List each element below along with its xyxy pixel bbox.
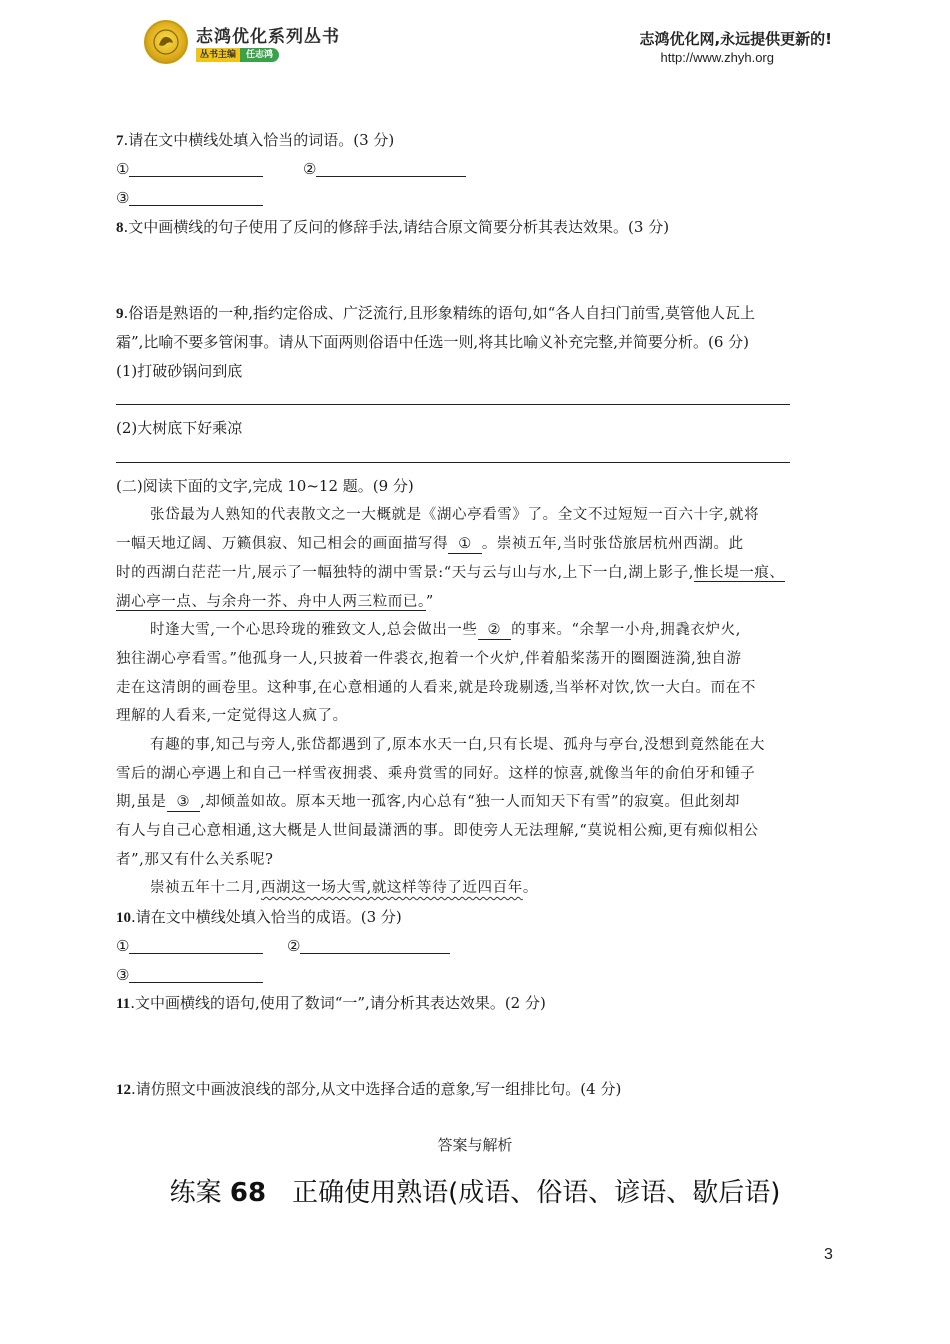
question-text: .俗语是熟语的一种,指约定俗成、广泛流行,且形象精练的语句,如“各人自扫门前雪,莫管他人瓦上: [123, 304, 756, 322]
passage-line: [116, 592, 434, 612]
passage-line: 张岱最为人熟知的代表散文之一大概就是《湖心亭看雪》了。全文不过短短一百六十字,就将: [150, 507, 760, 523]
passage-text: 时的西湖白茫茫一片,展示了一幅独特的湖中雪景:“天与云与山与水,上下一白,湖上影子,: [116, 565, 694, 581]
answer-section-label: 答案与解析: [437, 1136, 513, 1154]
practice-number: 68: [229, 1178, 267, 1208]
passage-line: 理解的人看来,一定觉得这人疯了。: [116, 708, 348, 724]
passage-text: 的事来。“余挈一小舟,拥毳衣炉火,: [511, 622, 741, 638]
passage-text: ,却倾盖如故。原本天地一孤客,内心总有“独一人而知天下有雪”的寂寞。但此刻却: [200, 794, 740, 810]
question-text-continued: 霜”,比喻不要多管闲事。请从下面两则俗语中任选一则,将其比喻义补充完整,并简要分析。(6 分): [116, 333, 749, 351]
section-heading: (二)阅读下面的文字,完成 10~12 题。(9 分): [116, 477, 414, 495]
answer-blank[interactable]: [316, 160, 466, 177]
editor-name: 任志鸿: [240, 48, 279, 62]
answer-blanks-row: [116, 159, 466, 179]
answer-line[interactable]: [116, 404, 790, 405]
question-11: [116, 993, 546, 1014]
passage-line: 有人与自己心意相通,这大概是人世间最潇洒的事。即使旁人无法理解,“莫说相公痴,更有痴似相公: [116, 823, 759, 839]
practice-title-text: 正确使用熟语(成语、俗语、谚语、歇后语): [266, 1178, 781, 1208]
question-number: 9: [116, 306, 124, 322]
answer-blank[interactable]: [129, 966, 263, 983]
question-text: .请仿照文中画波浪线的部分,从文中选择合适的意象,写一组排比句。(4 分): [131, 1080, 622, 1098]
passage-line: 雪后的湖心亭遇上和自己一样雪夜拥裘、乘舟赏雪的同好。这样的惊喜,就像当年的俞伯牙和锺子: [116, 766, 756, 782]
answer-blanks-row: [116, 965, 263, 985]
editor-label: 丛书主编: [196, 48, 240, 62]
answer-blank[interactable]: [300, 937, 450, 954]
passage-text: 期,虽是: [116, 794, 167, 810]
practice-prefix: 练案: [169, 1178, 230, 1208]
blank-marker: ①: [116, 160, 130, 178]
question-number: 8: [116, 220, 124, 236]
question-8: [116, 217, 669, 238]
blank-marker: ①: [116, 937, 130, 955]
site-slogan: 志鸿优化网,永远提供更新的!: [639, 30, 832, 48]
series-title: 志鸿优化系列丛书: [196, 27, 340, 47]
page-header: [0, 0, 950, 80]
answer-blank[interactable]: [129, 937, 263, 954]
answer-blanks-row: [116, 188, 263, 208]
question-number: 7: [116, 133, 124, 149]
question-number: 11: [116, 996, 131, 1012]
passage-line: [150, 878, 538, 898]
answer-line[interactable]: [116, 462, 790, 463]
blank-marker: ②: [303, 160, 317, 178]
answer-blank[interactable]: [129, 160, 263, 177]
proverb-item-1: (1)打破砂锅问到底: [116, 362, 243, 380]
passage-line: 走在这清朗的画卷里。这种事,在心意相通的人看来,就是玲珑剔透,当举杯对饮,饮一大白。而在不: [116, 680, 756, 696]
passage-line: [116, 563, 785, 583]
publisher-logo-icon: [144, 20, 188, 64]
underlined-sentence: 惟长堤一痕、: [693, 565, 785, 581]
practice-title: [0, 1172, 950, 1209]
question-number: 12: [116, 1082, 131, 1098]
passage-text: 。: [522, 880, 538, 896]
answer-blanks-row: [116, 936, 450, 956]
question-text: .请在文中横线处填入恰当的成语。(3 分): [131, 908, 402, 926]
passage-line: [116, 792, 740, 812]
passage-line: [116, 534, 744, 554]
question-9: [116, 303, 755, 324]
passage-text: ”: [425, 594, 434, 610]
question-12: [116, 1079, 621, 1100]
proverb-item-2: (2)大树底下好乘凉: [116, 419, 243, 437]
site-url-link[interactable]: http://www.zhyh.org: [660, 50, 774, 65]
question-number: 10: [116, 910, 131, 926]
passage-line: 者”,那又有什么关系呢?: [116, 852, 274, 868]
page-number: 3: [824, 1246, 833, 1263]
answer-blank[interactable]: [129, 189, 263, 206]
question-text: .文中画横线的语句,使用了数词“一”,请分析其表达效果。(2 分): [130, 994, 546, 1012]
question-text: .请在文中横线处填入恰当的词语。(3 分): [123, 131, 395, 149]
passage-blank-2[interactable]: ②: [478, 621, 512, 640]
passage-text: 一幅天地辽阔、万籁俱寂、知己相会的画面描写得: [116, 536, 449, 552]
wavy-underlined-sentence: 西湖这一场大雪,就这样等待了近四百年: [260, 880, 523, 896]
blank-marker: ③: [116, 966, 130, 984]
underlined-sentence: 湖心亭一点、与余舟一芥、舟中人两三粒而已。: [116, 594, 426, 610]
passage-line: 有趣的事,知己与旁人,张岱都遇到了,原本水天一白,只有长堤、孤舟与亭台,没想到竟然能在大: [150, 737, 765, 753]
passage-text: 。崇祯五年,当时张岱旅居杭州西湖。此: [481, 536, 744, 552]
passage-line: 独往湖心亭看雪。”他孤身一人,只披着一件裘衣,抱着一个火炉,伴着船桨荡开的圈圈涟漪,独自游: [116, 651, 742, 667]
blank-marker: ②: [287, 937, 301, 955]
passage-line: [150, 620, 741, 640]
passage-blank-3[interactable]: ③: [167, 793, 201, 812]
passage-blank-1[interactable]: ①: [448, 535, 482, 554]
passage-text: 崇祯五年十二月,: [150, 880, 261, 896]
blank-marker: ③: [116, 189, 130, 207]
editor-badge: [196, 48, 279, 62]
question-10: [116, 907, 402, 928]
question-7: [116, 130, 394, 151]
question-text: .文中画横线的句子使用了反问的修辞手法,请结合原文简要分析其表达效果。(3 分): [123, 218, 670, 236]
passage-text: 时逢大雪,一个心思玲珑的雅致文人,总会做出一些: [150, 622, 478, 638]
